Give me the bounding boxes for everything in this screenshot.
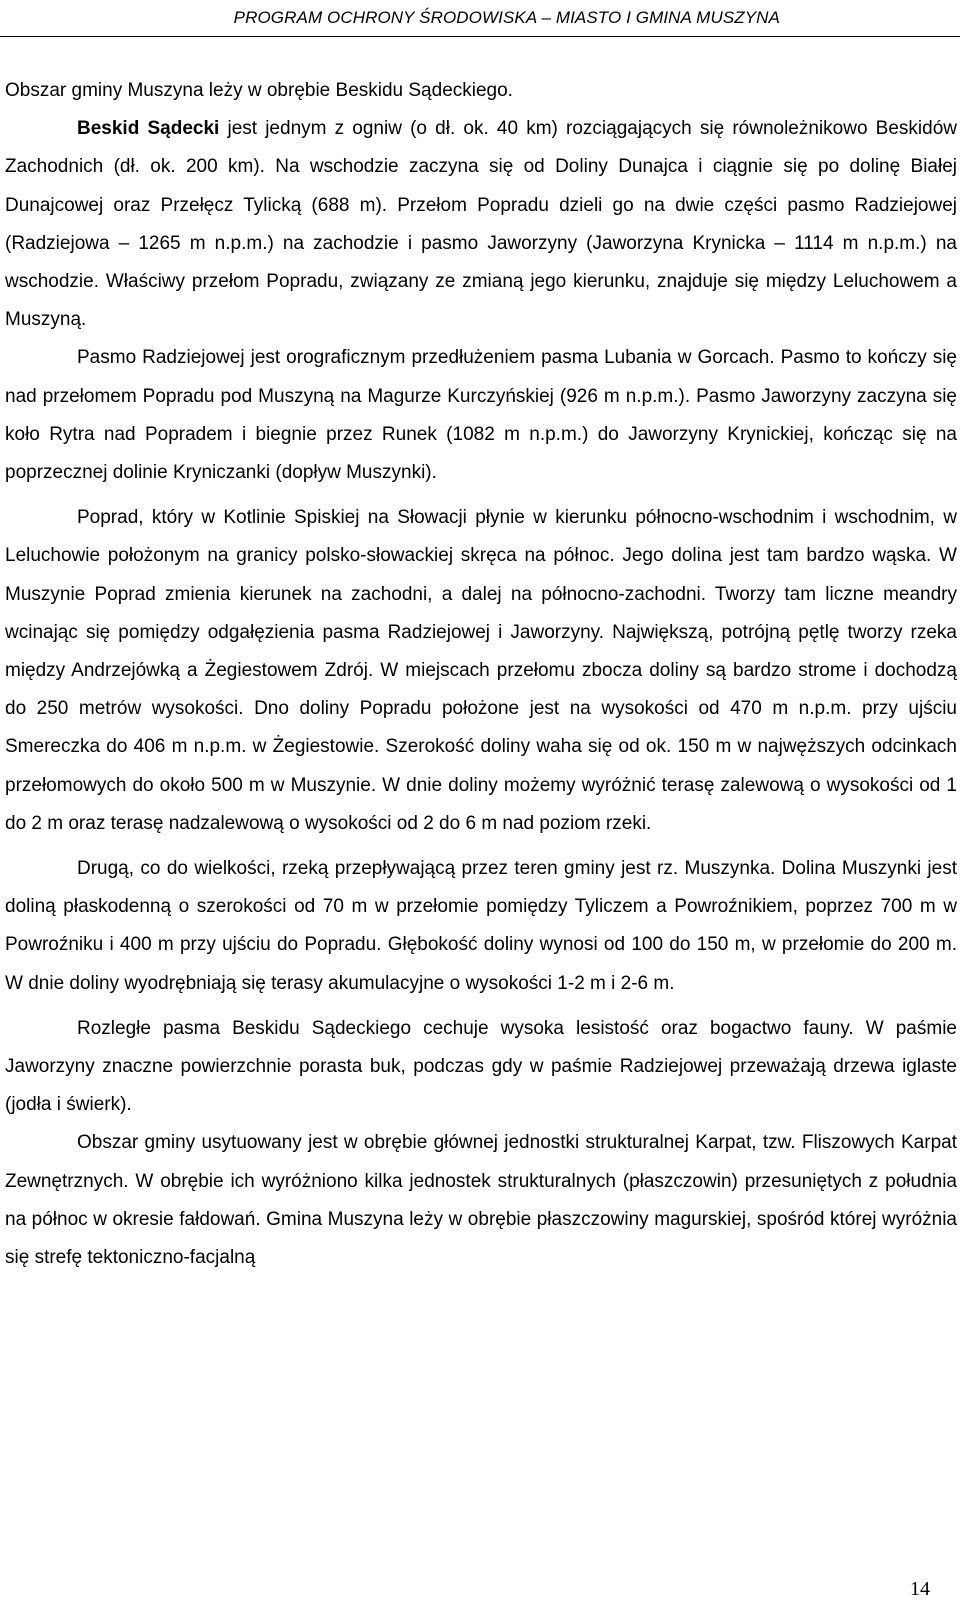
running-header (0, 0, 960, 36)
paragraph-beskid-sadecki (5, 110, 957, 339)
paragraph-intro: Obszar gminy Muszyna leży w obrębie Beskidu Sądeckiego. (5, 80, 513, 101)
paragraph-pasmo-radziejowej: Pasmo Radziejowej jest orograficznym przedłużeniem pasma Lubania w Gorcach. Pasmo to kończy się nad przełomem Popradu pod Muszyną na Magurze Kurczyńskiej (926 m n.p.m.). Pasmo Jaworzyny zaczyna się koło Rytra nad Popradem i biegnie przez Runek (1082 m n.p.m.) do Jaworzyny Krynickiej, kończąc się na poprzecznej dolinie Kryniczanki (dopływ Muszynki). (5, 347, 957, 484)
page-number: 14 (910, 1578, 930, 1600)
header-title: PROGRAM OCHRONY ŚRODOWISKA – MIASTO I GMINA MUSZYNA (233, 8, 780, 27)
paragraph-lesistosc: Rozległe pasma Beskidu Sądeckiego cechuje wysoka lesistość oraz bogactwo fauny. W paśmie Jaworzyny znaczne powierzchnie porasta buk, podczas gdy w paśmie Radziejowej przeważają drzewa iglaste (jodła i świerk). (5, 1017, 957, 1116)
paragraph-beskid-sadecki-text: jest jednym z ogniw (o dł. ok. 40 km) rozciągających się równoleżnikowo Beskidów Zachodnich (dł. ok. 200 km). Na wschodzie zaczyna się od Doliny Dunajca i ciągnie się po dolinę Białej Dunajcowej oraz Przełęcz Tylicką (688 m). Przełom Popradu dzieli go na dwie części pasmo Radziejowej (Radziejowa – 1265 m n.p.m.) na zachodzie i pasmo Jaworzyny (Jaworzyna Krynicka – 1114 m n.p.m.) na wschodzie. Właściwy przełom Popradu, związany ze zmianą jego kierunku, znajduje się między Leluchowem a Muszyną. (5, 118, 957, 331)
body-text (5, 72, 957, 1277)
paragraph-poprad: Poprad, który w Kotlinie Spiskiej na Słowacji płynie w kierunku północno-wschodnim i wschodnim, w Leluchowie położonym na granicy polsko-słowackiej skręca na północ. Jego dolina jest tam bardzo wąska. W Muszynie Poprad zmienia kierunek na zachodni, a dalej na północno-zachodni. Tworzy tam liczne meandry wcinając się pomiędzy odgałęzienia pasma Radziejowej i Jaworzyny. Największą, potrójną pętlę tworzy rzeka między Andrzejówką a Żegiestowem Zdrój. W miejscach przełomu zbocza doliny są bardzo strome i dochodzą do 250 metrów wysokości. Dno doliny Popradu położone jest na wysokości od 470 m n.p.m. przy ujściu Smereczka do 406 m n.p.m. w Żegiestowie. Szerokość doliny waha się od ok. 150 m w najwęższych odcinkach przełomowych do około 500 m w Muszynie. W dnie doliny możemy wyróżnić terasę zalewową o wysokości od 1 do 2 m oraz terasę nadzalewową o wysokości od 2 do 6 m nad poziom rzeki. (5, 507, 957, 834)
header-rule (0, 36, 960, 37)
paragraph-muszynka: Drugą, co do wielkości, rzeką przepływającą przez teren gminy jest rz. Muszynka. Dolina Muszynki jest doliną płaskodenną o szerokości od 70 m w przełomie pomiędzy Tyliczem a Powroźnikiem, poprzez 700 m w Powroźniku i 400 m przy ujściu do Popradu. Głębokość doliny wynosi od 100 do 150 m, w przełomie do 200 m. W dnie doliny wyodrębniają się terasy akumulacyjne o wysokości 1-2 m i 2-6 m. (5, 858, 957, 994)
paragraph-geologia: Obszar gminy usytuowany jest w obrębie głównej jednostki strukturalnej Karpat, tzw. Fliszowych Karpat Zewnętrznych. W obrębie ich wyróżniono kilka jednostek strukturalnych (płaszczowin) przesuniętych z południa na północ w okresie fałdowań. Gmina Muszyna leży w obrębie płaszczowiny magurskiej, spośród której wyróżnia się strefę tektoniczno-facjalną (5, 1132, 957, 1269)
paragraph-beskid-sadecki-term: Beskid Sądecki (77, 118, 220, 140)
